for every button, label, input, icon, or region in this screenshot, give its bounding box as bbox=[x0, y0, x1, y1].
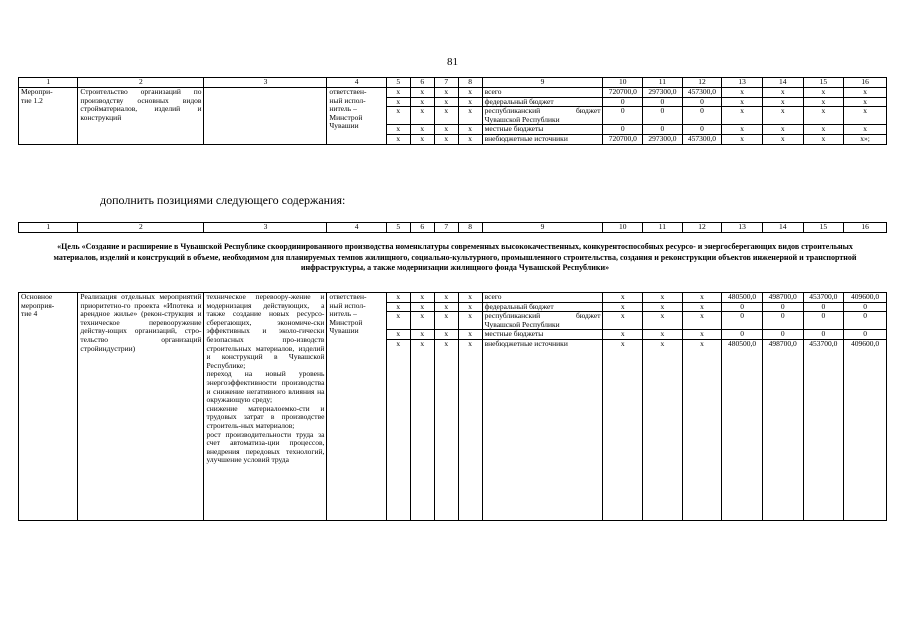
code-cell: x bbox=[410, 330, 434, 340]
col-number: 8 bbox=[458, 78, 482, 88]
code-cell: x bbox=[386, 293, 410, 303]
value-cell: x bbox=[722, 134, 763, 144]
col-number: 2 bbox=[78, 223, 204, 233]
value-cell: x bbox=[682, 330, 722, 340]
value-cell: 0 bbox=[762, 330, 803, 340]
value-cell: x bbox=[762, 97, 803, 107]
value-cell: 0 bbox=[844, 312, 887, 330]
funding-source: республиканский бюджет Чувашской Республики bbox=[482, 312, 603, 330]
table-row bbox=[19, 293, 887, 303]
funding-source: всего bbox=[482, 88, 603, 98]
code-cell: x bbox=[434, 97, 458, 107]
value-cell: x bbox=[803, 88, 844, 98]
col-number: 1 bbox=[19, 223, 78, 233]
measure-description: Строительство организаций по производству основных видов стройматериалов, изделий и конструкций bbox=[78, 88, 204, 145]
value-cell: 480500,0 bbox=[722, 293, 763, 303]
value-cell: 0 bbox=[643, 107, 683, 125]
page-number: 81 bbox=[447, 56, 458, 68]
code-cell: x bbox=[386, 88, 410, 98]
code-cell: x bbox=[434, 107, 458, 125]
col-number: 12 bbox=[682, 223, 722, 233]
code-cell: x bbox=[458, 134, 482, 144]
col-number: 3 bbox=[204, 223, 327, 233]
value-cell: x bbox=[682, 312, 722, 330]
expected-results bbox=[204, 88, 327, 145]
code-cell: x bbox=[410, 312, 434, 330]
value-cell: x bbox=[643, 339, 683, 520]
value-cell: 409600,0 bbox=[844, 339, 887, 520]
code-cell: x bbox=[458, 97, 482, 107]
col-number: 3 bbox=[204, 78, 327, 88]
code-cell: x bbox=[434, 339, 458, 520]
code-cell: x bbox=[434, 293, 458, 303]
value-cell: 0 bbox=[762, 312, 803, 330]
value-cell: 720700,0 bbox=[603, 134, 643, 144]
value-cell: x bbox=[844, 97, 887, 107]
code-cell: x bbox=[410, 88, 434, 98]
code-cell: x bbox=[386, 134, 410, 144]
value-cell: 297300,0 bbox=[643, 88, 683, 98]
value-cell: x bbox=[844, 125, 887, 135]
col-number: 13 bbox=[722, 223, 763, 233]
col-number: 9 bbox=[482, 78, 603, 88]
value-cell: 0 bbox=[603, 97, 643, 107]
value-cell: 720700,0 bbox=[603, 88, 643, 98]
value-cell: x bbox=[762, 88, 803, 98]
value-cell: 498700,0 bbox=[762, 339, 803, 520]
code-cell: x bbox=[410, 339, 434, 520]
table-row bbox=[19, 88, 887, 98]
code-cell: x bbox=[434, 312, 458, 330]
value-cell: x bbox=[762, 107, 803, 125]
col-number: 10 bbox=[603, 223, 643, 233]
value-cell: x bbox=[722, 107, 763, 125]
col-number: 7 bbox=[434, 78, 458, 88]
value-cell: 297300,0 bbox=[643, 134, 683, 144]
col-number: 11 bbox=[643, 78, 683, 88]
value-cell: 0 bbox=[844, 330, 887, 340]
value-cell: 0 bbox=[803, 330, 844, 340]
funding-source: внебюджетные источники bbox=[482, 339, 603, 520]
code-cell: x bbox=[410, 125, 434, 135]
value-cell: 457300,0 bbox=[682, 88, 722, 98]
value-cell: x bbox=[844, 88, 887, 98]
code-cell: x bbox=[458, 312, 482, 330]
responsible-executor: ответствен- ный испол- нитель – Минстрой Чувашии bbox=[327, 88, 386, 145]
col-number: 7 bbox=[434, 223, 458, 233]
value-cell: x bbox=[803, 97, 844, 107]
col-number: 13 bbox=[722, 78, 763, 88]
value-cell: x bbox=[643, 312, 683, 330]
code-cell: x bbox=[434, 125, 458, 135]
value-cell: x bbox=[643, 293, 683, 303]
value-cell: x bbox=[803, 107, 844, 125]
value-cell: 0 bbox=[803, 312, 844, 330]
code-cell: x bbox=[458, 302, 482, 312]
value-cell: 0 bbox=[844, 302, 887, 312]
value-cell: x bbox=[603, 330, 643, 340]
funding-source: федеральный бюджет bbox=[482, 302, 603, 312]
amendment-intro-text: дополнить позициями следующего содержания: bbox=[100, 193, 346, 207]
measure-name: Основное мероприя- тие 4 bbox=[19, 293, 78, 521]
value-cell: 0 bbox=[643, 97, 683, 107]
value-cell: x bbox=[643, 302, 683, 312]
funding-source: местные бюджеты bbox=[482, 125, 603, 135]
code-cell: x bbox=[458, 125, 482, 135]
value-cell: 0 bbox=[803, 302, 844, 312]
expected-results: техническое перевоору-жение и модернизация действующих, а также создание новых ресурсо-сберегающих, экономиче-ски эффективных и эколо-гически безопасных про-изводств строительных материалов, изделий и конструкций в Чувашской Республике; переход на новый уровень энергоэффективности производства и снижение негативного влияния на окружающую среду; снижение материалоемко-сти и трудовых затрат в производстве строитель-ных материалов; рост производительности труда за счет автоматиза-ции процессов, внедрения передовых технологий, улучшение условий труда bbox=[204, 293, 327, 521]
column-number-row bbox=[19, 78, 887, 88]
value-cell: 0 bbox=[603, 107, 643, 125]
value-cell: x bbox=[682, 293, 722, 303]
value-cell: x bbox=[722, 97, 763, 107]
col-number: 6 bbox=[410, 223, 434, 233]
code-cell: x bbox=[410, 97, 434, 107]
value-cell: 457300,0 bbox=[682, 134, 722, 144]
col-number: 9 bbox=[482, 223, 603, 233]
value-cell: 0 bbox=[722, 312, 763, 330]
program-table-top bbox=[18, 77, 887, 145]
value-cell: x bbox=[603, 302, 643, 312]
code-cell: x bbox=[410, 134, 434, 144]
code-cell: x bbox=[434, 330, 458, 340]
value-cell: 0 bbox=[603, 125, 643, 135]
col-number: 5 bbox=[386, 78, 410, 88]
code-cell: x bbox=[458, 330, 482, 340]
code-cell: x bbox=[434, 134, 458, 144]
col-number: 11 bbox=[643, 223, 683, 233]
code-cell: x bbox=[386, 97, 410, 107]
column-number-header-table bbox=[18, 222, 887, 233]
value-cell: x bbox=[803, 125, 844, 135]
code-cell: x bbox=[386, 339, 410, 520]
column-number-row bbox=[19, 223, 887, 233]
code-cell: x bbox=[386, 302, 410, 312]
funding-source: республиканский бюджет Чувашской Республики bbox=[482, 107, 603, 125]
funding-source: внебюджетные источники bbox=[482, 134, 603, 144]
value-cell: x bbox=[643, 330, 683, 340]
code-cell: x bbox=[410, 302, 434, 312]
col-number: 16 bbox=[844, 78, 887, 88]
code-cell: x bbox=[458, 107, 482, 125]
col-number: 16 bbox=[844, 223, 887, 233]
col-number: 4 bbox=[327, 78, 386, 88]
value-cell: 409600,0 bbox=[844, 293, 887, 303]
program-table-bottom bbox=[18, 292, 887, 521]
responsible-executor: ответствен- ный испол- нитель – Минстрой Чувашии bbox=[327, 293, 386, 521]
value-cell: 0 bbox=[682, 125, 722, 135]
funding-source: всего bbox=[482, 293, 603, 303]
col-number: 15 bbox=[803, 78, 844, 88]
col-number: 1 bbox=[19, 78, 78, 88]
value-cell: 0 bbox=[762, 302, 803, 312]
value-cell: 498700,0 bbox=[762, 293, 803, 303]
col-number: 4 bbox=[327, 223, 386, 233]
value-cell: x bbox=[682, 339, 722, 520]
value-cell: x bbox=[682, 302, 722, 312]
measure-name: Меропри- тие 1.2 bbox=[19, 88, 78, 145]
value-cell: 0 bbox=[722, 330, 763, 340]
col-number: 15 bbox=[803, 223, 844, 233]
value-cell: x bbox=[844, 107, 887, 125]
funding-source: местные бюджеты bbox=[482, 330, 603, 340]
goal-heading: «Цель «Создание и расширение в Чувашской Республике скоординированного производства номенклатуры современных высококачественных, конкурентоспособных ресурсо- и энергосберегающих видов строительных материалов, изделий и конструкций в объеме, необходимом для планируемых темпов жилищного, социально-культурного, промышленного строительства, создания и реконструкции объектов инженерной и транспортной инфраструктуры, а также модернизации жилищного фонда Чувашской Республики» bbox=[53, 242, 857, 272]
code-cell: x bbox=[386, 107, 410, 125]
col-number: 10 bbox=[603, 78, 643, 88]
col-number: 6 bbox=[410, 78, 434, 88]
value-cell: x bbox=[722, 125, 763, 135]
value-cell: 0 bbox=[682, 97, 722, 107]
value-cell: 0 bbox=[722, 302, 763, 312]
col-number: 8 bbox=[458, 223, 482, 233]
code-cell: x bbox=[458, 339, 482, 520]
value-cell: x bbox=[603, 339, 643, 520]
value-cell: 453700,0 bbox=[803, 339, 844, 520]
code-cell: x bbox=[434, 88, 458, 98]
code-cell: x bbox=[386, 330, 410, 340]
measure-description: Реализация отдельных мероприятий приоритетно-го проекта «Ипотека и арендное жилье» (рекон-струкция и техническое перевооружение действу-ющих организаций, стро-тельство организаций стройиндустрии) bbox=[78, 293, 204, 521]
col-number: 14 bbox=[762, 223, 803, 233]
value-cell: 480500,0 bbox=[722, 339, 763, 520]
value-cell: 0 bbox=[682, 107, 722, 125]
col-number: 2 bbox=[78, 78, 204, 88]
value-cell: x bbox=[603, 312, 643, 330]
code-cell: x bbox=[386, 125, 410, 135]
col-number: 12 bbox=[682, 78, 722, 88]
code-cell: x bbox=[458, 88, 482, 98]
col-number: 14 bbox=[762, 78, 803, 88]
code-cell: x bbox=[410, 107, 434, 125]
value-cell: x bbox=[722, 88, 763, 98]
value-cell: 453700,0 bbox=[803, 293, 844, 303]
funding-source: федеральный бюджет bbox=[482, 97, 603, 107]
value-cell: x bbox=[603, 293, 643, 303]
code-cell: x bbox=[458, 293, 482, 303]
value-cell: x bbox=[762, 125, 803, 135]
value-cell: x bbox=[762, 134, 803, 144]
value-cell: x bbox=[803, 134, 844, 144]
code-cell: x bbox=[434, 302, 458, 312]
value-cell: x»; bbox=[844, 134, 887, 144]
code-cell: x bbox=[386, 312, 410, 330]
code-cell: x bbox=[410, 293, 434, 303]
col-number: 5 bbox=[386, 223, 410, 233]
value-cell: 0 bbox=[643, 125, 683, 135]
